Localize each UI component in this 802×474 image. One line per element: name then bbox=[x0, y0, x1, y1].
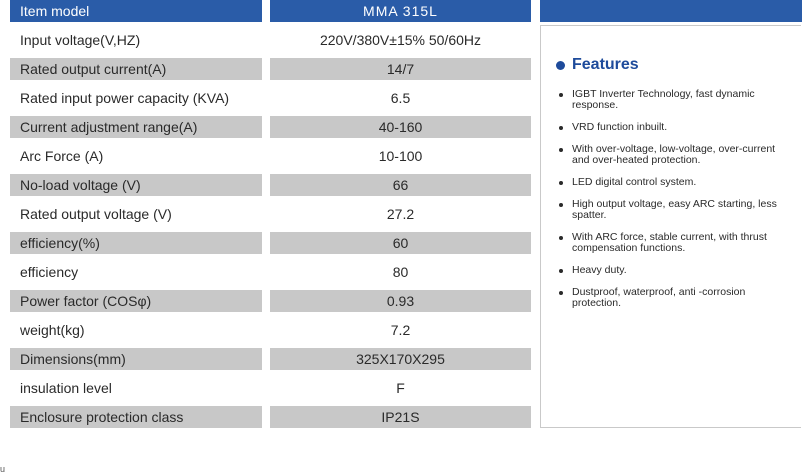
feature-item bbox=[556, 287, 786, 309]
feature-text: LED digital control system. bbox=[572, 176, 697, 188]
feature-text: With ARC force, stable current, with thrust compensation functions. bbox=[572, 231, 767, 254]
row-label: Rated output current(A) bbox=[10, 58, 262, 80]
header-label: Item model bbox=[10, 0, 262, 22]
row-value: 40-160 bbox=[270, 116, 531, 138]
row-value: 325X170X295 bbox=[270, 348, 531, 370]
row-label: Current adjustment range(A) bbox=[10, 116, 262, 138]
row-value: 220V/380V±15% 50/60Hz bbox=[319, 32, 482, 48]
row-label: Enclosure protection class bbox=[10, 406, 262, 428]
features-header-bar bbox=[540, 0, 802, 22]
row-value: IP21S bbox=[270, 406, 531, 428]
bullet-icon bbox=[559, 236, 563, 240]
row-value: F bbox=[396, 380, 405, 396]
feature-item bbox=[556, 89, 786, 111]
bullet-icon bbox=[559, 291, 563, 295]
row-value: 7.2 bbox=[390, 322, 411, 338]
feature-item bbox=[556, 144, 786, 166]
bullet-icon bbox=[559, 203, 563, 207]
table-row bbox=[0, 319, 531, 341]
bullet-icon bbox=[559, 269, 563, 273]
feature-item bbox=[556, 122, 786, 133]
feature-text: High output voltage, easy ARC starting, less spatter. bbox=[572, 198, 777, 221]
bullet-icon bbox=[559, 93, 563, 97]
row-label: efficiency(%) bbox=[10, 232, 262, 254]
row-value: 10-100 bbox=[378, 148, 423, 164]
row-value: 14/7 bbox=[270, 58, 531, 80]
feature-text: IGBT Inverter Technology, fast dynamic response. bbox=[572, 88, 755, 111]
feature-item bbox=[556, 232, 786, 254]
table-row bbox=[0, 203, 531, 225]
feature-text: VRD function inbuilt. bbox=[572, 121, 668, 133]
table-row bbox=[0, 116, 531, 138]
row-label: insulation level bbox=[20, 380, 112, 396]
row-value: 60 bbox=[270, 232, 531, 254]
table-row bbox=[0, 87, 531, 109]
row-value: 66 bbox=[270, 174, 531, 196]
header-value: MMA 315L bbox=[270, 0, 531, 22]
feature-text: Heavy duty. bbox=[572, 264, 627, 276]
row-label: No-load voltage (V) bbox=[10, 174, 262, 196]
feature-item bbox=[556, 177, 786, 188]
row-label: Power factor (COSφ) bbox=[10, 290, 262, 312]
feature-text: With over-voltage, low-voltage, over-current and over-heated protection. bbox=[572, 143, 776, 166]
table-header-row bbox=[0, 0, 531, 22]
row-label: Dimensions(mm) bbox=[10, 348, 262, 370]
row-label: Rated input power capacity (KVA) bbox=[20, 90, 230, 106]
features-list bbox=[556, 89, 786, 320]
table-row bbox=[0, 261, 531, 283]
table-row bbox=[0, 145, 531, 167]
row-label: Arc Force (A) bbox=[20, 148, 104, 164]
bullet-icon bbox=[559, 148, 563, 152]
bullet-icon bbox=[559, 126, 563, 130]
table-row bbox=[0, 406, 531, 428]
table-row bbox=[0, 174, 531, 196]
features-title: Features bbox=[572, 56, 639, 73]
footer-mark: u bbox=[0, 464, 6, 474]
table-row bbox=[0, 29, 531, 51]
feature-item bbox=[556, 199, 786, 221]
bullet-dot-icon bbox=[556, 61, 565, 70]
table-row bbox=[0, 348, 531, 370]
table-row bbox=[0, 377, 531, 399]
row-value: 80 bbox=[392, 264, 409, 280]
row-value: 0.93 bbox=[270, 290, 531, 312]
table-row bbox=[0, 58, 531, 80]
row-value: 6.5 bbox=[390, 90, 411, 106]
row-value: 27.2 bbox=[386, 206, 415, 222]
row-label: weight(kg) bbox=[20, 322, 85, 338]
features-heading bbox=[556, 54, 639, 76]
table-row bbox=[0, 290, 531, 312]
bullet-icon bbox=[559, 181, 563, 185]
row-label: Input voltage(V,HZ) bbox=[20, 32, 141, 48]
feature-text: Dustproof, waterproof, anti -corrosion protection. bbox=[572, 286, 746, 309]
feature-item bbox=[556, 265, 786, 276]
row-label: Rated output voltage (V) bbox=[20, 206, 172, 222]
row-label: efficiency bbox=[20, 264, 79, 280]
table-row bbox=[0, 232, 531, 254]
